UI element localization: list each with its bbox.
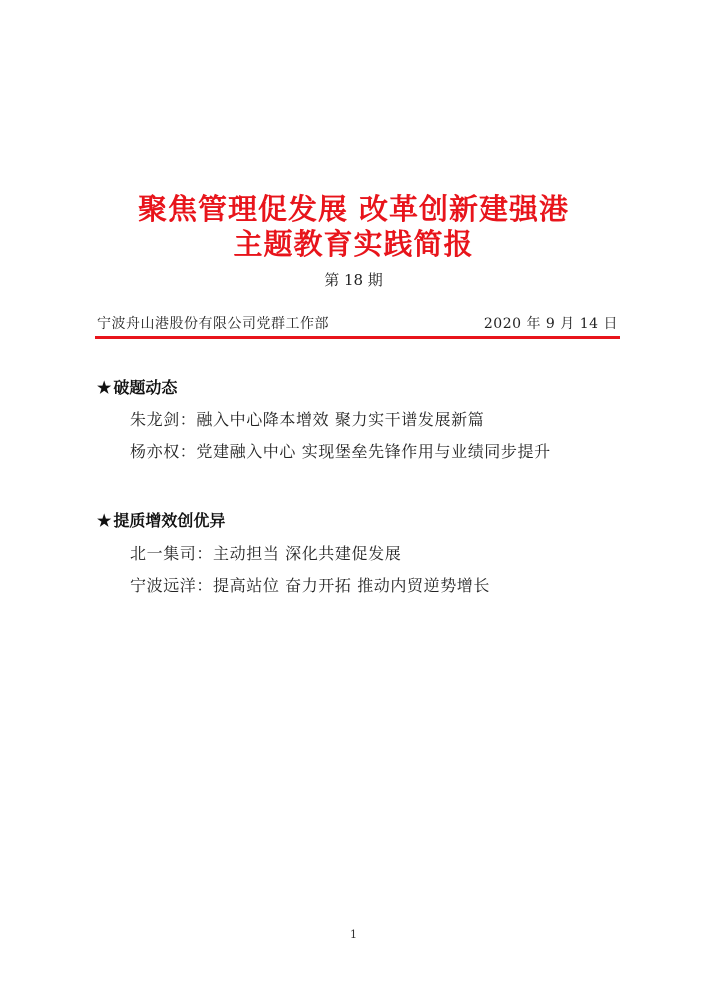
section-title-text: 破题动态 [113, 378, 178, 397]
item-headline: 党建融入中心 实现堡垒先锋作用与业绩同步提升 [196, 442, 551, 461]
list-item[interactable] [130, 575, 490, 597]
item-author: 北一集司： [130, 544, 214, 563]
bulletin-title-line1: 聚焦管理促发展 改革创新建强港 [137, 192, 570, 226]
publisher-row [97, 313, 618, 335]
item-headline: 主动担当 深化共建促发展 [213, 544, 402, 563]
star-icon: ★ [97, 511, 112, 530]
page-number: 1 [350, 928, 357, 941]
item-author: 朱龙剑： [130, 410, 197, 429]
red-divider-line [95, 336, 620, 339]
item-author: 宁波远洋： [130, 576, 214, 595]
section-heading-1 [97, 377, 177, 399]
publisher-organization: 宁波舟山港股份有限公司党群工作部 [97, 316, 329, 332]
section-title-text: 提质增效创优异 [113, 511, 226, 530]
item-author: 杨亦权： [130, 442, 197, 461]
list-item[interactable] [130, 441, 551, 463]
list-item[interactable] [130, 543, 401, 565]
publish-date: 2020 年 9 月 14 日 [483, 316, 618, 332]
issue-number: 第 18 期 [324, 271, 383, 289]
list-item[interactable] [130, 409, 484, 431]
star-icon: ★ [97, 378, 112, 397]
section-heading-2 [97, 510, 225, 532]
item-headline: 提高站位 奋力开拓 推动内贸逆势增长 [213, 576, 490, 595]
item-headline: 融入中心降本增效 聚力实干谱发展新篇 [196, 410, 485, 429]
bulletin-title-line2: 主题教育实践简报 [233, 227, 474, 261]
